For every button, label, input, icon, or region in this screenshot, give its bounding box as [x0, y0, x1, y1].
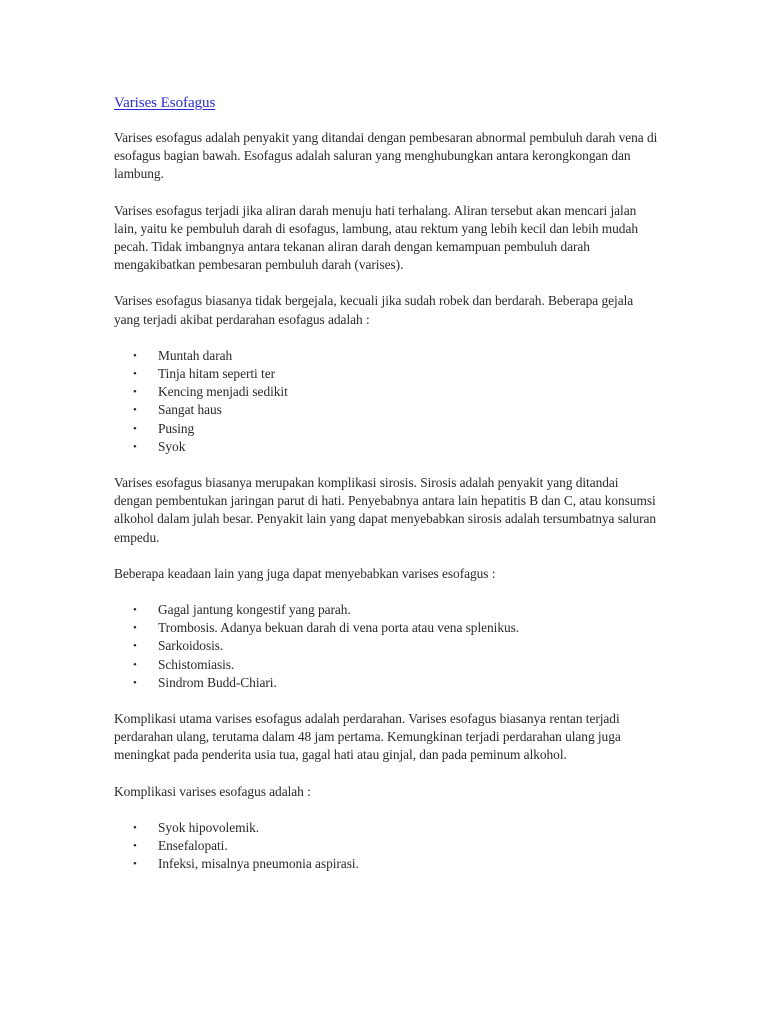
list-item-text: Sangat haus	[158, 402, 222, 418]
bullet-icon: •	[133, 658, 137, 671]
bullet-icon: •	[133, 386, 137, 399]
list-item-text: Gagal jantung kongestif yang parah.	[158, 602, 351, 618]
paragraph-bleeding-complication: Komplikasi utama varises esofagus adalah perdarahan. Varises esofagus biasanya rentan terjadi perdarahan ulang, terutama dalam 48 jam pertama. Kemungkinan terjadi perdarahan ulang juga meningkat pada penderita usia tua, gagal hati atau ginjal, dan pada peminum alkohol.	[114, 711, 621, 763]
symptoms-list	[114, 347, 659, 456]
bullet-icon: •	[133, 604, 137, 617]
paragraph-cause: Varises esofagus terjadi jika aliran darah menuju hati terhalang. Aliran tersebut akan mencari jalan lain, yaitu ke pembuluh darah di esofagus, lambung, atau rektum yang lebih kecil dan lebih mudah pecah. Tidak imbangnya antara tekanan aliran darah dengan kemampuan pembuluh darah mengakibatkan pembesaran pembuluh darah (varises).	[114, 202, 638, 273]
bullet-icon: •	[133, 422, 137, 435]
bullet-icon: •	[133, 640, 137, 653]
title-link[interactable]: Varises Esofagus	[114, 95, 216, 111]
list-item-text: Kencing menjadi sedikit	[158, 384, 288, 400]
list-item-text: Ensefalopati.	[158, 838, 228, 854]
causes-list	[114, 601, 659, 692]
list-item	[114, 855, 659, 873]
list-item	[114, 420, 659, 438]
bullet-icon: •	[133, 676, 137, 689]
list-item-text: Tinja hitam seperti ter	[158, 366, 275, 382]
list-item	[114, 438, 659, 456]
bullet-icon: •	[133, 840, 137, 853]
list-item	[114, 674, 659, 692]
bullet-icon: •	[133, 440, 137, 453]
complications-list	[114, 819, 659, 874]
list-item	[114, 401, 659, 419]
list-item	[114, 601, 659, 619]
list-item	[114, 383, 659, 401]
list-item-text: Muntah darah	[158, 347, 233, 363]
list-item	[114, 656, 659, 674]
list-item-text: Pusing	[158, 420, 195, 436]
list-item-text: Infeksi, misalnya pneumonia aspirasi.	[158, 856, 359, 872]
paragraph-symptoms-intro: Varises esofagus biasanya tidak bergejala, kecuali jika sudah robek dan berdarah. Beberapa gejala yang terjadi akibat perdarahan esofagus adalah :	[114, 293, 634, 327]
list-item	[114, 837, 659, 855]
document-page	[114, 93, 659, 892]
list-item	[114, 619, 659, 637]
list-item-text: Trombosis. Adanya bekuan darah di vena porta atau vena splenikus.	[158, 620, 520, 636]
bullet-icon: •	[133, 858, 137, 871]
list-item	[114, 365, 659, 383]
bullet-icon: •	[133, 821, 137, 834]
bullet-icon: •	[133, 622, 137, 635]
paragraph-causes-intro: Beberapa keadaan lain yang juga dapat menyebabkan varises esofagus :	[114, 565, 496, 581]
bullet-icon: •	[133, 368, 137, 381]
list-item	[114, 347, 659, 365]
document-title	[114, 93, 659, 113]
list-item-text: Sarkoidosis.	[158, 638, 224, 654]
list-item	[114, 637, 659, 655]
list-item-text: Sindrom Budd-Chiari.	[158, 674, 277, 690]
paragraph-complications-intro: Komplikasi varises esofagus adalah :	[114, 783, 311, 799]
list-item	[114, 819, 659, 837]
paragraph-cirrhosis: Varises esofagus biasanya merupakan komplikasi sirosis. Sirosis adalah penyakit yang ditandai dengan pembentukan jaringan parut di hati. Penyebabnya antara lain hepatitis B dan C, atau konsumsi alkohol dalam julah besar. Penyakit lain yang dapat menyebabkan sirosis adalah tersumbatnya saluran empedu.	[114, 475, 657, 545]
list-item-text: Syok	[158, 438, 186, 454]
list-item-text: Syok hipovolemik.	[158, 819, 260, 835]
paragraph-definition: Varises esofagus adalah penyakit yang ditandai dengan pembesaran abnormal pembuluh darah vena di esofagus bagian bawah. Esofagus adalah saluran yang menghubungkan antara kerongkongan dan lambung.	[114, 130, 658, 182]
list-item-text: Schistomiasis.	[158, 656, 235, 672]
bullet-icon: •	[133, 349, 137, 362]
bullet-icon: •	[133, 404, 137, 417]
